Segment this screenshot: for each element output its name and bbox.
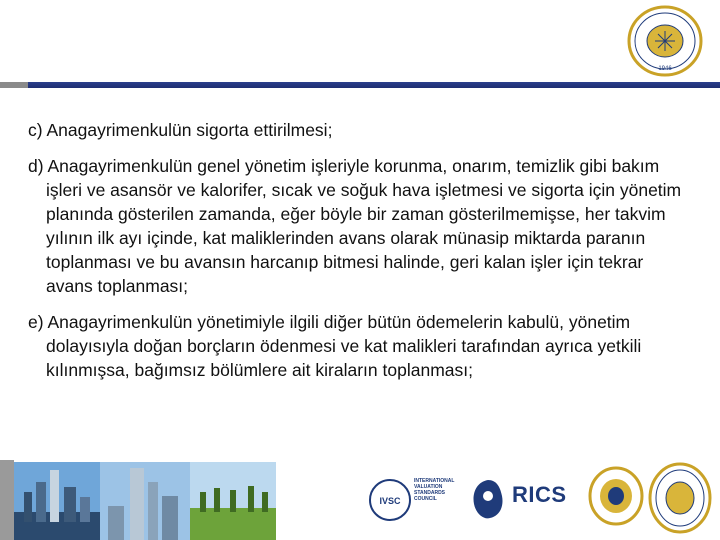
ankara-university-seal-icon [624,4,706,78]
green-field-photo [190,462,276,540]
rics-text: RICS [512,482,567,507]
paragraph-e: e) Anagayrimenkulün yönetimiyle ilgili diğer bütün ödemelerin kabulü, yönetim dolayısıyla doğan borçların ödenmesi ve kat malikleri tarafından ayrıca yetkili kılınmışsa, bağımsız bölümlere ait kiraların toplanması; [28,312,642,380]
main-content [28,118,688,394]
logo-year: 1946 [658,66,672,72]
paragraph-d: d) Anagayrimenkulün genel yönetim işleriyle korunma, onarım, temizlik gibi bakım işleri ve asansör ve kalorifer, sıcak ve soğuk hava işletmesi ve sigorta için yönetim planında gösterilen zamanda, eğer böyle bir zaman gösterilmemişse, her takvim yılının ilk ayı içinde, kat maliklerinden avans olarak münasip miktarda paranın toplanması ve bu avansın harcanıp bitmesi halinde, geri kalan işler için tekrar avans toplanması; [28,156,682,296]
rics-lion-icon [468,476,508,522]
ivsc-text: INTERNATIONAL VALUATION STANDARDS COUNCIL [414,478,455,502]
header-rule-accent [0,82,28,88]
paragraph-c: c) Anagayrimenkulün sigorta ettirilmesi; [28,120,333,140]
ivsc-logo-icon [368,478,412,522]
footer [0,460,720,540]
ankara-university-seal-icon [648,462,712,534]
gold-seal-icon [588,466,644,526]
city-skyline-photo [14,462,100,540]
header-rule [0,82,720,88]
footer-accent-bar [0,460,14,540]
ivsc-mark: IVSC [379,496,401,506]
tower-photo [100,462,190,540]
